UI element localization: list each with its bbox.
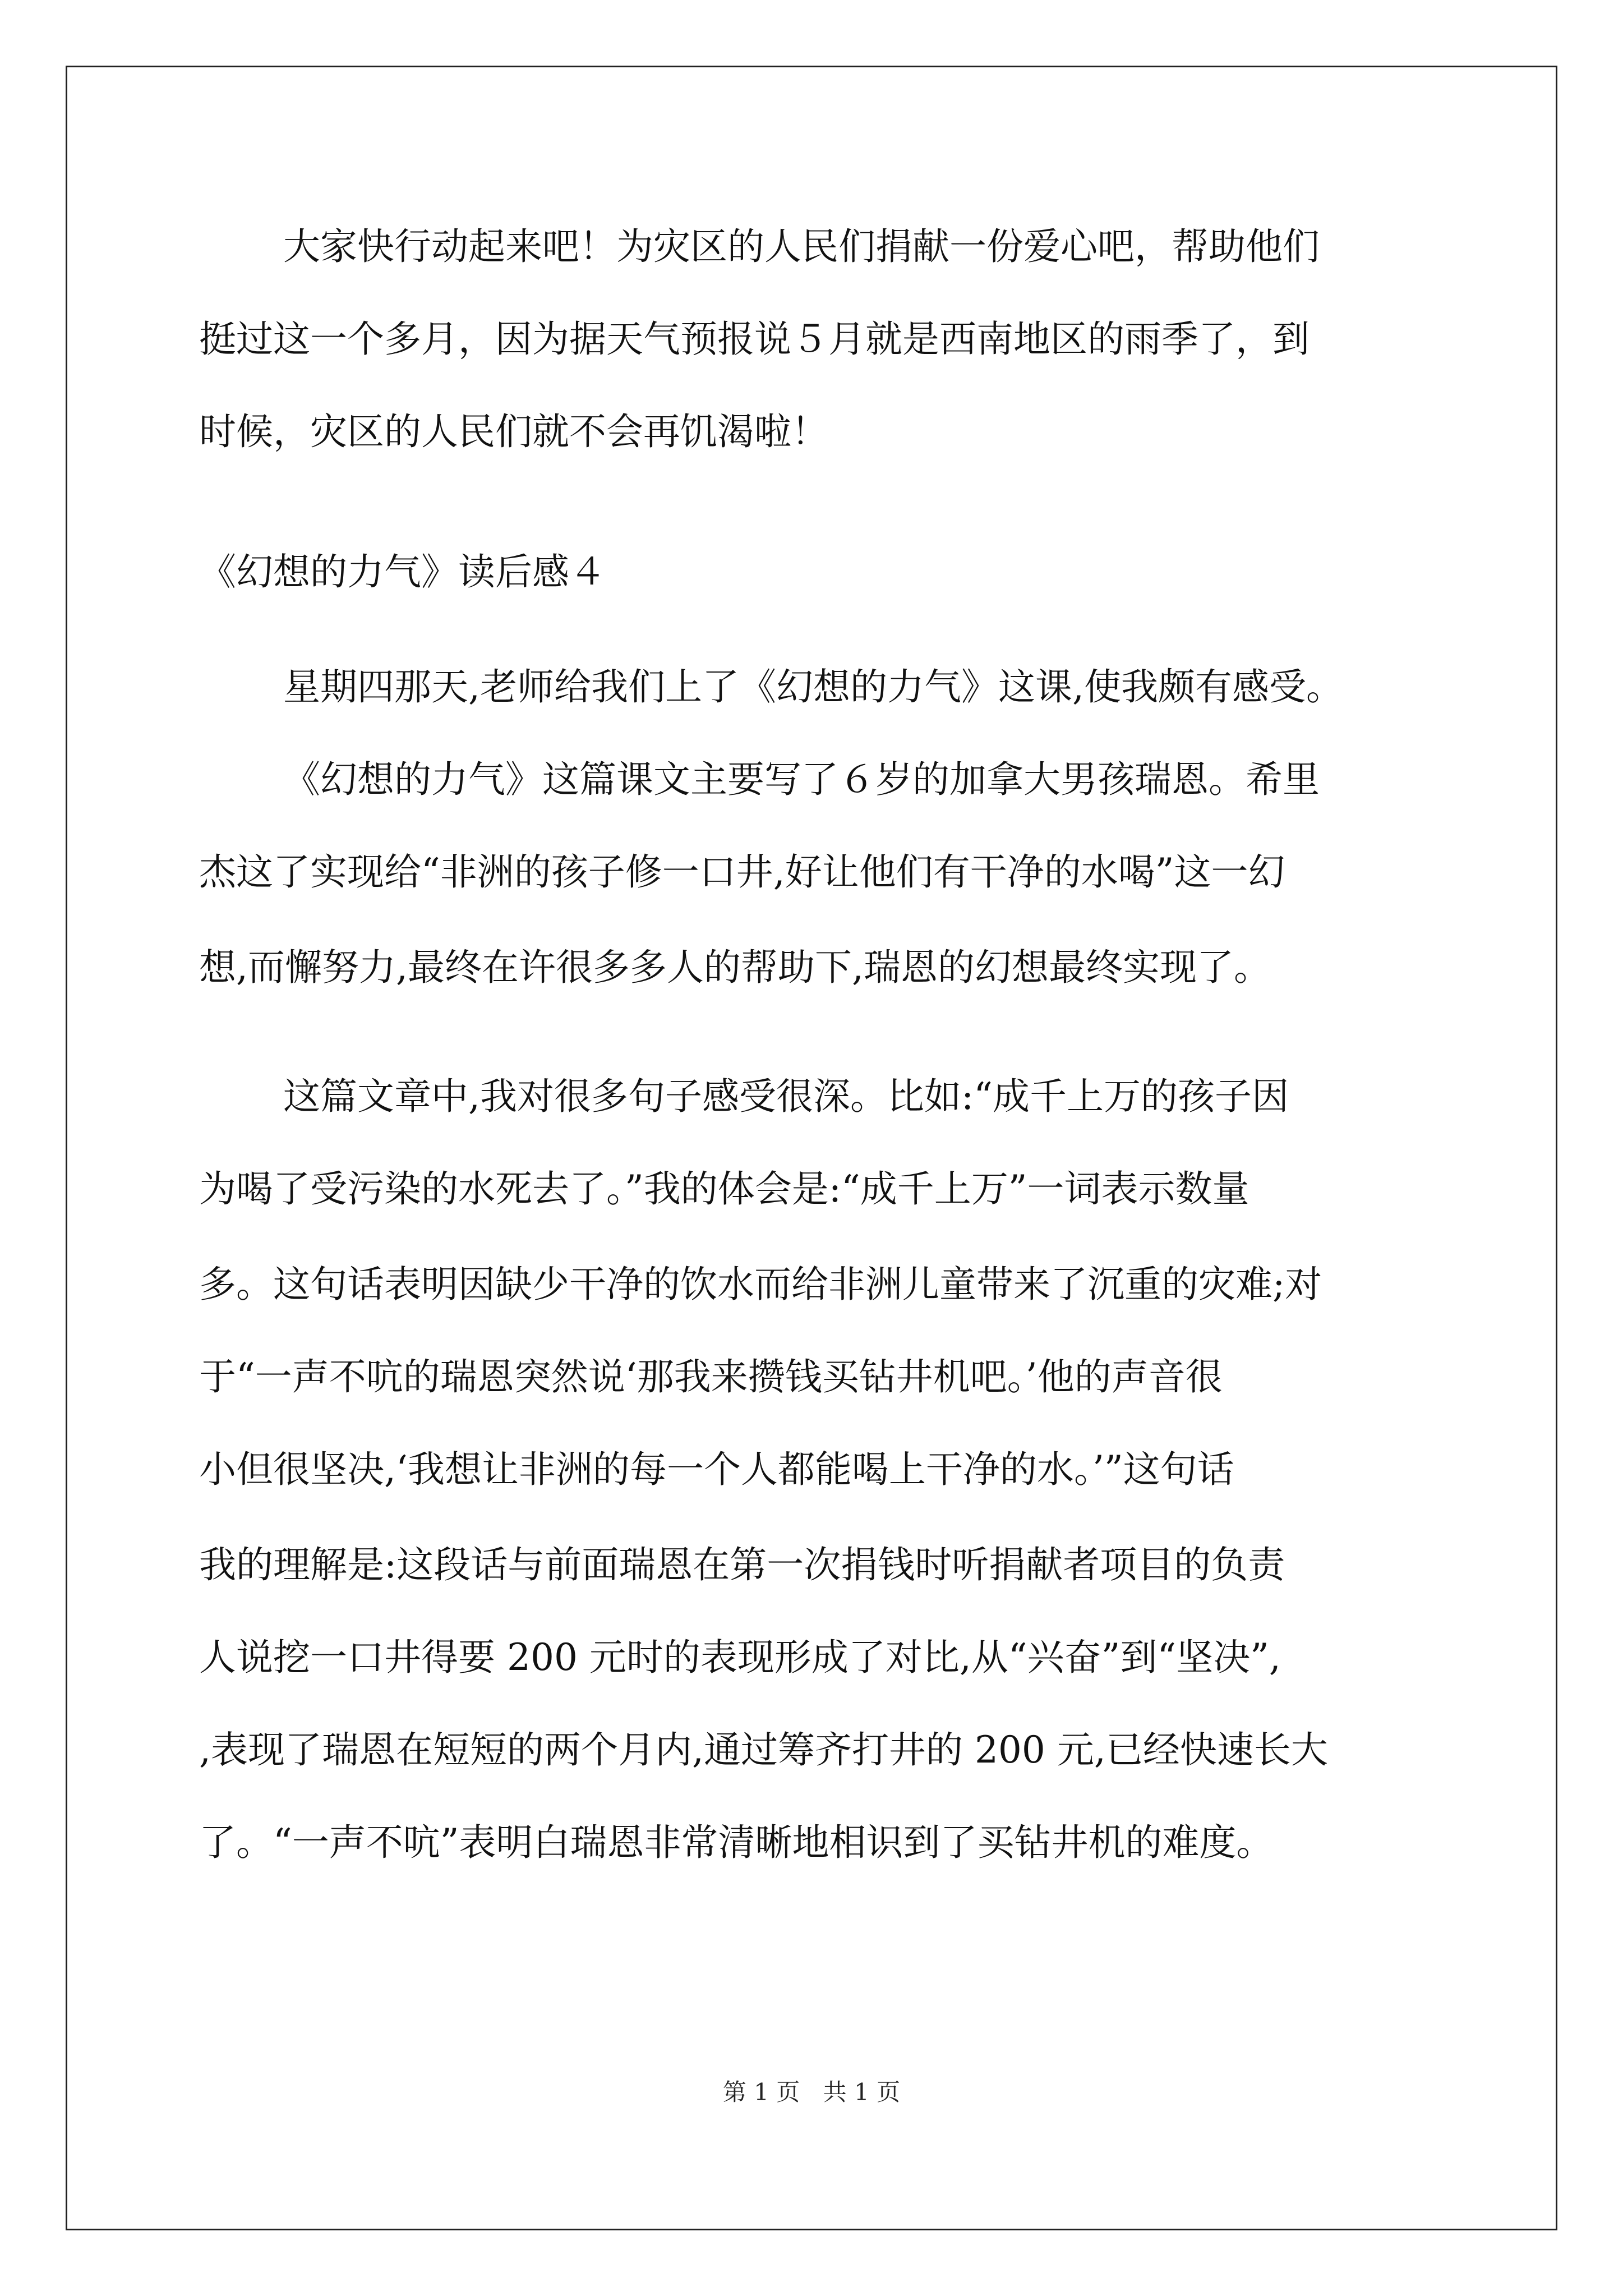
paragraph-line: 人说挖一口井得要 200 元时的表现形成了对比,从“兴奋”到“坚决”, <box>199 1636 1281 1679</box>
section-heading: 《幻想的力气》读后感４ <box>199 550 606 593</box>
paragraph-line: 杰这了实现给“非洲的孩子修一口井,好让他们有干净的水喝”这一幻 <box>199 850 1285 894</box>
paragraph-line: 《幻想的力气》这篇课文主要写了６岁的加拿大男孩瑞恩。希里 <box>283 758 1320 801</box>
page-number: 第 1 页 <box>722 2078 800 2106</box>
paragraph-line: 多。这句话表明因缺少干净的饮水而给非洲儿童带来了沉重的灾难;对 <box>199 1263 1322 1306</box>
paragraph-line: 大家快行动起来吧！为灾区的人民们捐献一份爱心吧，帮助他们 <box>283 225 1320 268</box>
paragraph-line: 了。“一声不吭”表明白瑞恩非常清晰地相识到了买钻井机的难度。 <box>199 1821 1274 1864</box>
paragraph-line: ,表现了瑞恩在短短的两个月内,通过筹齐打井的 200 元,已经快速长大 <box>199 1728 1328 1772</box>
paragraph-line: 小但很坚决,‘我想让非洲的每一个人都能喝上干净的水。’”这句话 <box>199 1448 1234 1491</box>
page-border <box>66 66 1557 2230</box>
paragraph-line: 挺过这一个多月，因为据天气预报说５月就是西南地区的雨季了，到 <box>199 318 1310 361</box>
paragraph-line: 想,而懈努力,最终在许很多多人的帮助下,瑞恩的幻想最终实现了。 <box>199 946 1271 989</box>
paragraph-line: 时候，灾区的人民们就不会再饥渴啦！ <box>199 410 828 453</box>
page-footer <box>0 2076 1623 2109</box>
paragraph-line: 为喝了受污染的水死去了。”我的体会是:“成千上万”一词表示数量 <box>199 1167 1249 1211</box>
page-total: 共 1 页 <box>823 2078 901 2106</box>
paragraph-line: 我的理解是:这段话与前面瑞恩在第一次捐钱时听捐献者项目的负责 <box>199 1543 1285 1586</box>
paragraph-line: 于“一声不吭的瑞恩突然说‘那我来攒钱买钻井机吧。’他的声音很 <box>199 1355 1223 1398</box>
paragraph-line: 这篇文章中,我对很多句子感受很深。比如:“成千上万的孩子因 <box>283 1075 1289 1118</box>
paragraph-line: 星期四那天,老师给我们上了《幻想的力气》这课,使我颇有感受。 <box>283 665 1343 708</box>
